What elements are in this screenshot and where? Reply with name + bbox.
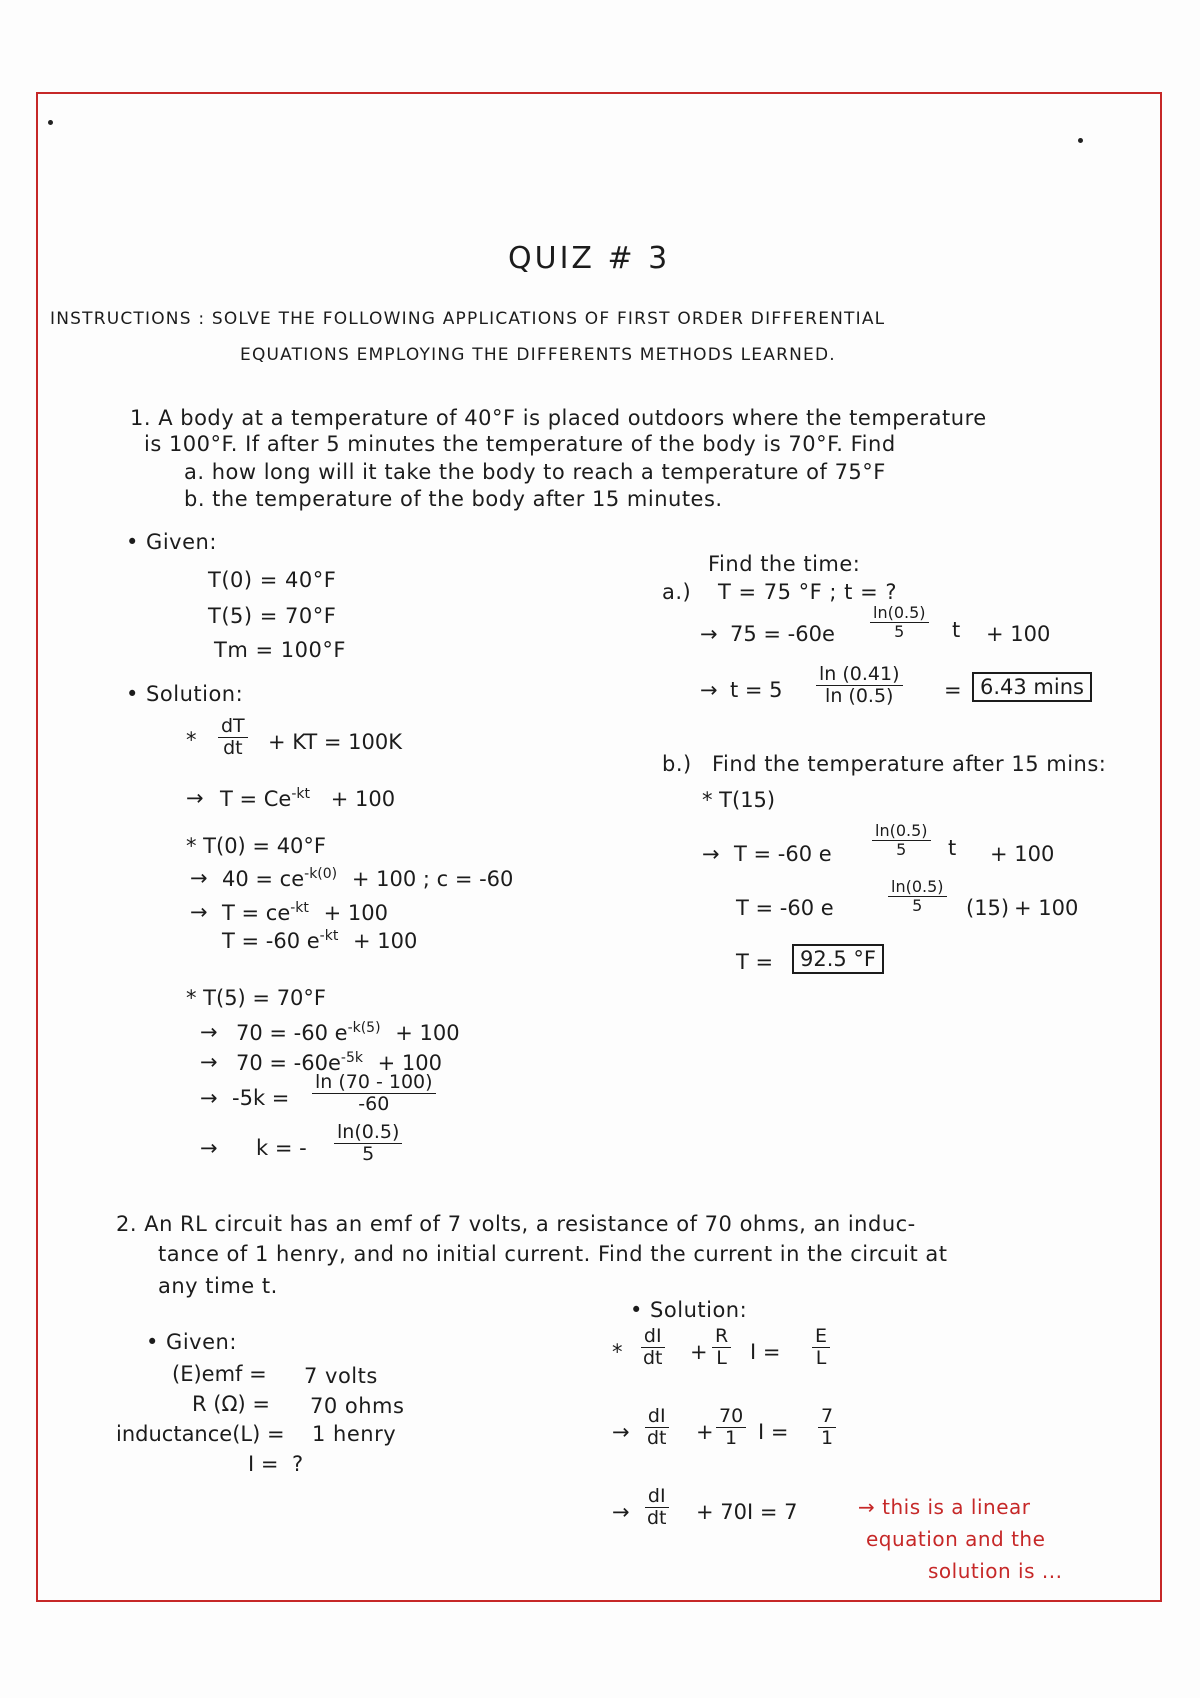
denominator: 5 <box>896 839 907 859</box>
bullet-star: * <box>186 728 197 752</box>
numerator: E <box>812 1326 830 1348</box>
given-label: I = <box>248 1452 279 1476</box>
numerator: dT <box>218 716 248 738</box>
equation-text: T = -60 e <box>736 896 834 920</box>
equation-text: I = <box>750 1340 781 1364</box>
denominator: L <box>815 1346 827 1369</box>
ink-mark <box>1078 138 1083 143</box>
problem1-line-2: is 100°F. If after 5 minutes the temperature of the body is 70°F. Find <box>144 432 896 456</box>
fraction-ln <box>312 1072 436 1115</box>
quiz-title: QUIZ # 3 <box>508 241 671 276</box>
arrow: → <box>702 842 720 866</box>
numerator: ln (0.41) <box>816 664 903 686</box>
numerator: dI <box>645 1406 669 1428</box>
numerator: 70 <box>716 1406 746 1428</box>
given-value: 70 ohms <box>310 1394 405 1418</box>
fraction-dI-dt <box>644 1486 670 1529</box>
denominator: dt <box>223 736 243 759</box>
ic-step-2 <box>222 900 388 925</box>
equation-text: + 100 <box>395 1021 460 1045</box>
given-value: 1 henry <box>312 1422 397 1446</box>
arrow: → <box>200 1020 218 1044</box>
equation-text: + 100 <box>353 929 418 953</box>
arrow: → <box>612 1420 630 1444</box>
answer-box: 92.5 °F <box>792 944 884 974</box>
numerator: 7 <box>818 1406 836 1428</box>
given-label: inductance(L) = <box>116 1422 285 1446</box>
part-a-heading: Find the time: <box>708 552 861 576</box>
initial-condition-heading: * T(0) = 40°F <box>186 834 326 858</box>
problem1-line-1: 1. A body at a temperature of 40°F is placed outdoors where the temperature <box>130 406 987 430</box>
arrow: → <box>700 678 718 702</box>
given-label: • Given: <box>126 530 217 554</box>
equation-text: t = 5 <box>730 678 783 702</box>
arrow: → <box>700 622 718 646</box>
part-a-given: T = 75 °F ; t = ? <box>718 580 898 604</box>
arrow: → <box>186 786 204 810</box>
equation-text: (15) <box>966 896 1010 920</box>
equation-text: + 100 <box>1014 896 1079 920</box>
fraction-E-L <box>812 1326 830 1369</box>
given-value: ? <box>292 1452 304 1476</box>
given-value: 7 volts <box>304 1364 378 1388</box>
exponent: -5k <box>340 1050 363 1066</box>
exponent: -kt <box>290 900 309 916</box>
fraction-70-1 <box>716 1406 746 1449</box>
numerator: dI <box>645 1486 669 1508</box>
exponent-fraction <box>888 878 947 914</box>
denominator: 1 <box>725 1426 738 1449</box>
equation-text: k = - <box>256 1136 307 1160</box>
part-b-given: * T(15) <box>702 788 776 812</box>
exponent: -k(0) <box>304 866 338 882</box>
equation-text: + 100 <box>330 787 396 811</box>
k-condition-heading: * T(5) = 70°F <box>186 986 326 1010</box>
part-a-label: a.) <box>662 580 692 604</box>
equation-text: 75 = -60e <box>730 622 835 646</box>
numerator: ln(0.5) <box>870 604 929 623</box>
equation-text: + 100 <box>990 842 1055 866</box>
arrow: → <box>200 1050 218 1074</box>
arrow: → <box>200 1136 218 1160</box>
equation-text: + 100 ; c = -60 <box>351 867 514 891</box>
ink-mark <box>48 120 53 125</box>
arrow: → <box>612 1500 630 1524</box>
equation-text: 70 = -60 e <box>236 1021 348 1045</box>
given-label: R (Ω) = <box>192 1392 270 1416</box>
equation-text: + 100 <box>377 1051 443 1075</box>
fraction-7-1 <box>818 1406 836 1449</box>
solution-label: • Solution: <box>630 1298 748 1322</box>
fraction-dI-dt <box>640 1326 666 1369</box>
fraction-dT-dt <box>218 716 248 759</box>
equation-text: = <box>944 678 962 702</box>
denominator: -60 <box>358 1092 390 1115</box>
denominator: ln (0.5) <box>825 684 894 707</box>
equation-text: t <box>952 618 961 642</box>
equation-text: 70 = -60e <box>236 1051 341 1075</box>
given-item: T(5) = 70°F <box>208 604 337 628</box>
problem1-part-b-text: b. the temperature of the body after 15 minutes. <box>184 487 723 511</box>
exponent: -k(5) <box>347 1020 381 1036</box>
ic-step-1 <box>222 866 513 891</box>
exponent-fraction <box>872 822 931 858</box>
equation-text: + KT = 100K <box>268 730 403 754</box>
equation-text: I = <box>758 1420 789 1444</box>
arrow: → <box>200 1086 218 1110</box>
denominator: 5 <box>362 1142 375 1165</box>
denominator: dt <box>647 1506 667 1529</box>
numerator: ln(0.5) <box>334 1122 402 1144</box>
numerator: ln(0.5) <box>888 878 947 897</box>
part-b-heading: Find the temperature after 15 mins: <box>712 752 1107 776</box>
plus-sign: + <box>696 1420 714 1444</box>
equation-text: t <box>948 836 957 860</box>
denominator: 1 <box>821 1426 834 1449</box>
denominator: dt <box>643 1346 663 1369</box>
numerator: ln(0.5) <box>872 822 931 841</box>
problem2-line-1: 2. An RL circuit has an emf of 7 volts, a resistance of 70 ohms, an induc- <box>116 1212 916 1236</box>
exponent: -kt <box>319 928 339 944</box>
equation-text: 40 = ce <box>222 867 305 891</box>
general-solution <box>220 786 395 811</box>
denominator: L <box>716 1346 727 1369</box>
numerator: R <box>712 1326 731 1348</box>
numerator: dI <box>641 1326 665 1348</box>
exponent-fraction <box>870 604 929 640</box>
fraction-dI-dt <box>644 1406 670 1449</box>
fraction-ln <box>816 664 903 707</box>
instructions-line-2: EQUATIONS EMPLOYING THE DIFFERENTS METHODS LEARNED. <box>240 345 836 365</box>
denominator: 5 <box>894 621 905 641</box>
equation-text: T = ce <box>222 901 291 925</box>
given-item: Tm = 100°F <box>214 638 346 662</box>
note-line: solution is ... <box>928 1559 1063 1583</box>
problem1-part-a-text: a. how long will it take the body to reach a temperature of 75°F <box>184 460 886 484</box>
equation-text: + 100 <box>986 622 1051 646</box>
bullet-star: * <box>612 1340 623 1364</box>
fraction-R-L <box>712 1326 731 1369</box>
exponent: -kt <box>291 786 311 802</box>
denominator: 5 <box>912 895 923 915</box>
equation-text: T = -60 e <box>734 842 832 866</box>
answer-box: 6.43 mins <box>972 672 1092 702</box>
given-item: T(0) = 40°F <box>208 568 337 592</box>
denominator: dt <box>647 1426 667 1449</box>
solution-label: • Solution: <box>126 682 244 706</box>
note-line: → this is a linear <box>858 1495 1031 1519</box>
plus-sign: + <box>690 1340 708 1364</box>
equation-text: + 100 <box>323 901 388 925</box>
equation-text: T = <box>736 950 774 974</box>
equation-text: + 70I = 7 <box>696 1500 798 1524</box>
equation-text: -5k = <box>232 1086 290 1110</box>
arrow: → <box>190 900 208 924</box>
problem2-line-3: any time t. <box>158 1274 278 1298</box>
arrow: → <box>190 866 208 890</box>
part-b-label: b.) <box>662 752 692 776</box>
fraction-ln <box>334 1122 402 1165</box>
given-label: • Given: <box>146 1330 237 1354</box>
numerator: ln (70 - 100) <box>312 1072 436 1094</box>
k-step-1 <box>236 1020 460 1045</box>
ic-step-3 <box>222 928 417 953</box>
given-label: (E)emf = <box>172 1362 267 1386</box>
note-line: equation and the <box>866 1527 1046 1551</box>
equation-text: T = Ce <box>220 787 292 811</box>
instructions-line-1: INSTRUCTIONS : SOLVE THE FOLLOWING APPLICATIONS OF FIRST ORDER DIFFERENTIAL <box>50 309 886 329</box>
equation-text: T = -60 e <box>222 929 320 953</box>
problem2-line-2: tance of 1 henry, and no initial current. Find the current in the circuit at <box>158 1242 948 1266</box>
